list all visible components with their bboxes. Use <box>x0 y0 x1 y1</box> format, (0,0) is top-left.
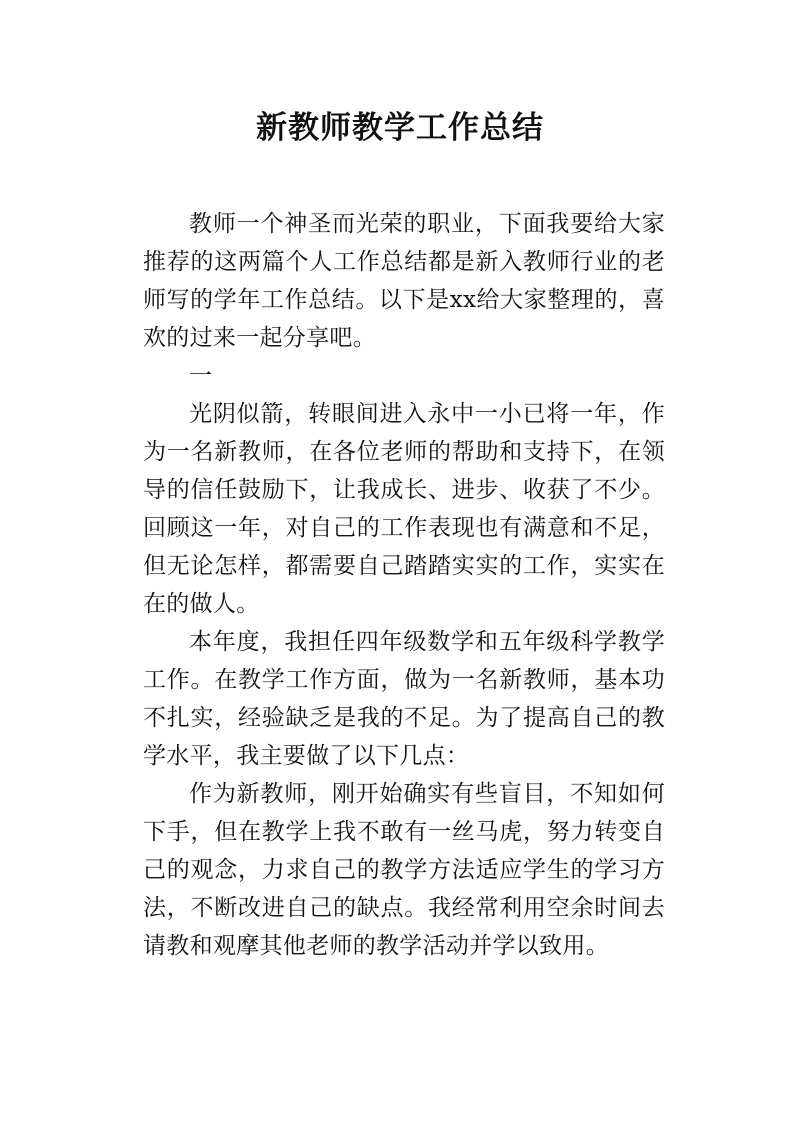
paragraph-intro: 教师一个神圣而光荣的职业，下面我要给大家推荐的这两篇个人工作总结都是新入教师行业的老师写的学年工作总结。以下是xx给大家整理的，喜欢的过来一起分享吧。 <box>143 211 665 351</box>
paragraph-teaching-duties: 本年度，我担任四年级数学和五年级科学教学工作。在教学工作方面，做为一名新教师，基本功不扎实，经验缺乏是我的不足。为了提高自己的教学水平，我主要做了以下几点： <box>143 629 665 769</box>
document-title: 新教师教学工作总结 <box>256 110 544 146</box>
paragraph-reflection: 光阴似箭，转眼间进入永中一小已将一年，作为一名新教师，在各位老师的帮助和支持下，在领导的信任鼓励下，让我成长、进步、收获了不少。回顾这一年，对自己的工作表现也有满意和不足，但无论怎样，都需要自己踏踏实实的工作，实实在在的做人。 <box>143 401 665 617</box>
document-body <box>143 205 665 965</box>
paragraph-new-teacher-efforts: 作为新教师，刚开始确实有些盲目，不知如何下手，但在教学上我不敢有一丝马虎，努力转变自己的观念，力求自己的教学方法适应学生的学习方法，不断改进自己的缺点。我经常利用空余时间去请教和观摩其他老师的教学活动并学以致用。 <box>143 781 665 959</box>
section-heading-one: 一 <box>189 363 213 389</box>
